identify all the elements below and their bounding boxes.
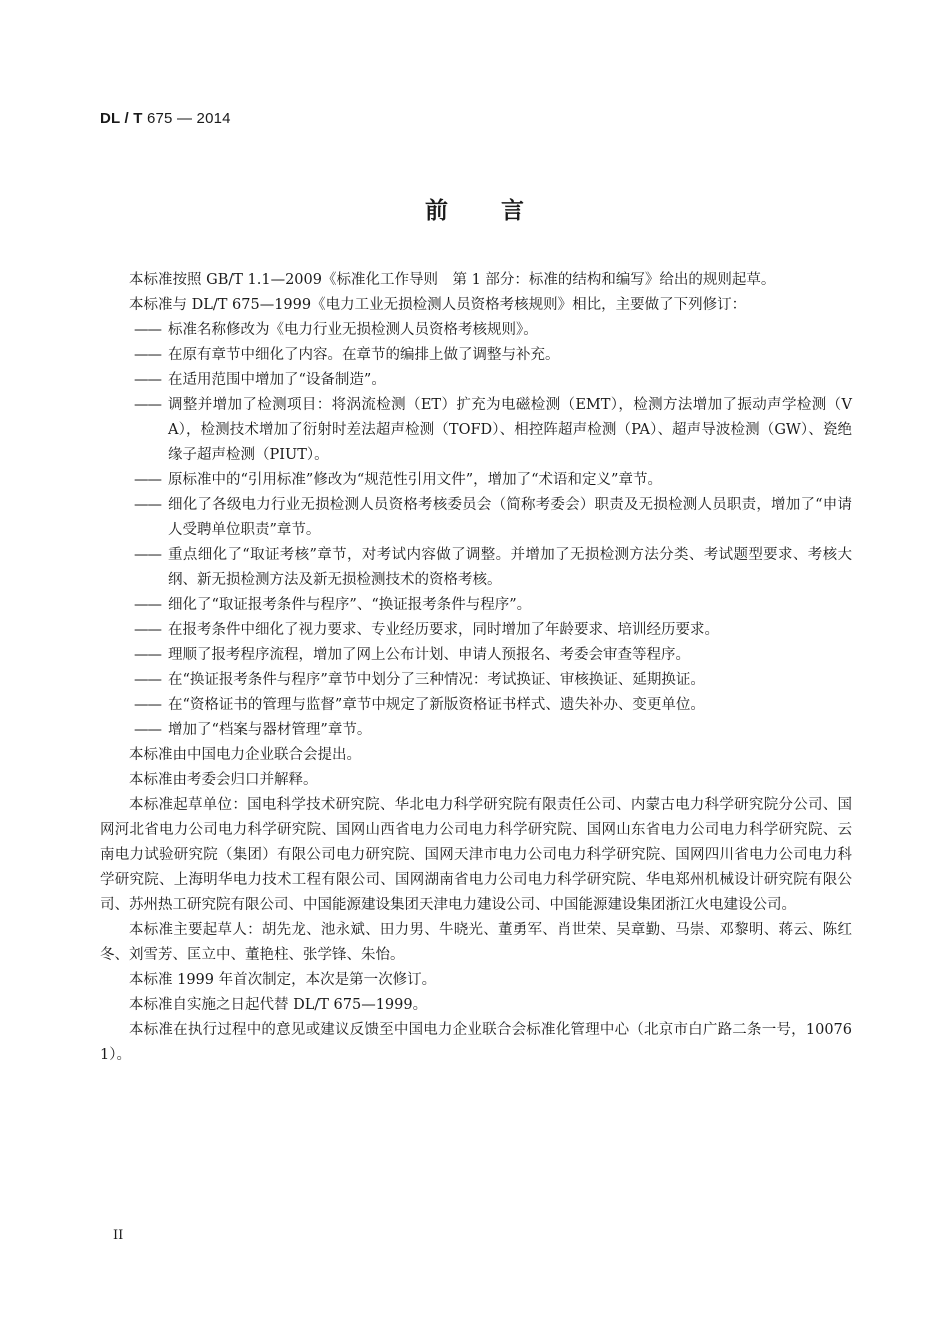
revision-dash: ——	[134, 347, 161, 363]
revision-text: 标准名称修改为《电力行业无损检测人员资格考核规则》。	[168, 322, 538, 338]
revision-dash: ——	[134, 397, 161, 413]
revision-item	[100, 618, 852, 643]
title-char-2: 言	[501, 198, 525, 224]
revision-text: 重点细化了“取证考核”章节，对考试内容做了调整。并增加了无损检测方法分类、考试题型要求、考核大纲、新无损检测方法及新无损检测技术的资格考核。	[168, 547, 852, 588]
revision-item	[100, 393, 852, 468]
revision-text: 在“资格证书的管理与监督”章节中规定了新版资格证书样式、遗失补办、变更单位。	[168, 697, 705, 713]
revision-dash: ——	[134, 497, 161, 513]
interpretation-paragraph: 本标准由考委会归口并解释。	[129, 772, 318, 788]
revision-text: 调整并增加了检测项目：将涡流检测（ET）扩充为电磁检测（EMT），检测方法增加了振动声学检测（VA），检测技术增加了衍射时差法超声检测（TOFD）、相控阵超声检测（PA）、超声导波检测（GW）、瓷绝缘子超声检测（PIUT）。	[168, 397, 852, 463]
revision-item	[100, 668, 852, 693]
revision-item	[100, 718, 852, 743]
revision-dash: ——	[134, 597, 161, 613]
revision-dash: ——	[134, 647, 161, 663]
revision-dash: ——	[134, 697, 161, 713]
revision-dash: ——	[134, 672, 161, 688]
history-paragraph: 本标准 1999 年首次制定，本次是第一次修订。	[129, 972, 437, 988]
feedback-paragraph: 本标准在执行过程中的意见或建议反馈至中国电力企业联合会标准化管理中心（北京市白广路二条一号，100761）。	[100, 1022, 852, 1063]
replacement-paragraph: 本标准自实施之日起代替 DL/T 675—1999。	[129, 997, 428, 1013]
standard-code-number: 675 — 2014	[142, 110, 231, 127]
revision-dash: ——	[134, 547, 161, 563]
revision-text: 在原有章节中细化了内容。在章节的编排上做了调整与补充。	[168, 347, 560, 363]
drafting-units-paragraph: 本标准起草单位：国电科学技术研究院、华北电力科学研究院有限责任公司、内蒙古电力科学研究院分公司、国网河北省电力公司电力科学研究院、国网山西省电力公司电力科学研究院、国网山东省电力公司电力科学研究院、云南电力试验研究院（集团）有限公司电力研究院、国网天津市电力公司电力科学研究院、国网四川省电力公司电力科学研究院、上海明华电力技术工程有限公司、国网湖南省电力公司电力科学研究院、华电郑州机械设计研究院有限公司、苏州热工研究院有限公司、中国能源建设集团天津电力建设公司、中国能源建设集团浙江火电建设公司。	[100, 797, 852, 913]
revision-item	[100, 643, 852, 668]
revision-item	[100, 693, 852, 718]
revision-text: 细化了“取证报考条件与程序”、“换证报考条件与程序”。	[168, 597, 532, 613]
revision-item	[100, 318, 852, 343]
page-title	[0, 192, 950, 225]
revision-text: 在适用范围中增加了“设备制造”。	[168, 372, 386, 388]
revision-dash: ——	[134, 322, 161, 338]
revision-text: 增加了“档案与器材管理”章节。	[168, 722, 372, 738]
revision-dash: ——	[134, 722, 161, 738]
revision-text: 原标准中的“引用标准”修改为“规范性引用文件”，增加了“术语和定义”章节。	[168, 472, 662, 488]
foreword-body	[100, 268, 852, 1068]
revision-dash: ——	[134, 622, 161, 638]
revision-item	[100, 593, 852, 618]
intro-paragraph-2: 本标准与 DL/T 675—1999《电力工业无损检测人员资格考核规则》相比，主要做了下列修订：	[129, 297, 747, 313]
revision-item	[100, 493, 852, 543]
revision-text: 在报考条件中细化了视力要求、专业经历要求，同时增加了年龄要求、培训经历要求。	[168, 622, 719, 638]
drafters-paragraph: 本标准主要起草人：胡先龙、池永斌、田力男、牛晓光、董勇军、肖世荣、吴章勤、马崇、邓黎明、蒋云、陈红冬、刘雪芳、匡立中、董艳柱、张学锋、朱怡。	[100, 922, 852, 963]
revision-text: 理顺了报考程序流程，增加了网上公布计划、申请人预报名、考委会审查等程序。	[168, 647, 690, 663]
standard-code-prefix: DL / T	[100, 110, 143, 127]
revision-item	[100, 468, 852, 493]
title-char-1: 前	[425, 198, 449, 224]
intro-paragraph-1: 本标准按照 GB/T 1.1—2009《标准化工作导则 第 1 部分：标准的结构和编写》给出的规则起草。	[129, 272, 776, 288]
revision-dash: ——	[134, 372, 161, 388]
page-number: II	[113, 1228, 124, 1243]
revision-text: 在“换证报考条件与程序”章节中划分了三种情况：考试换证、审核换证、延期换证。	[168, 672, 705, 688]
revision-item	[100, 343, 852, 368]
revision-dash: ——	[134, 472, 161, 488]
proposer-paragraph: 本标准由中国电力企业联合会提出。	[129, 747, 361, 763]
revision-item	[100, 368, 852, 393]
standard-code-header	[100, 110, 231, 127]
revision-text: 细化了各级电力行业无损检测人员资格考核委员会（简称考委会）职责及无损检测人员职责，增加了“申请人受聘单位职责”章节。	[168, 497, 852, 538]
revision-item	[100, 543, 852, 593]
